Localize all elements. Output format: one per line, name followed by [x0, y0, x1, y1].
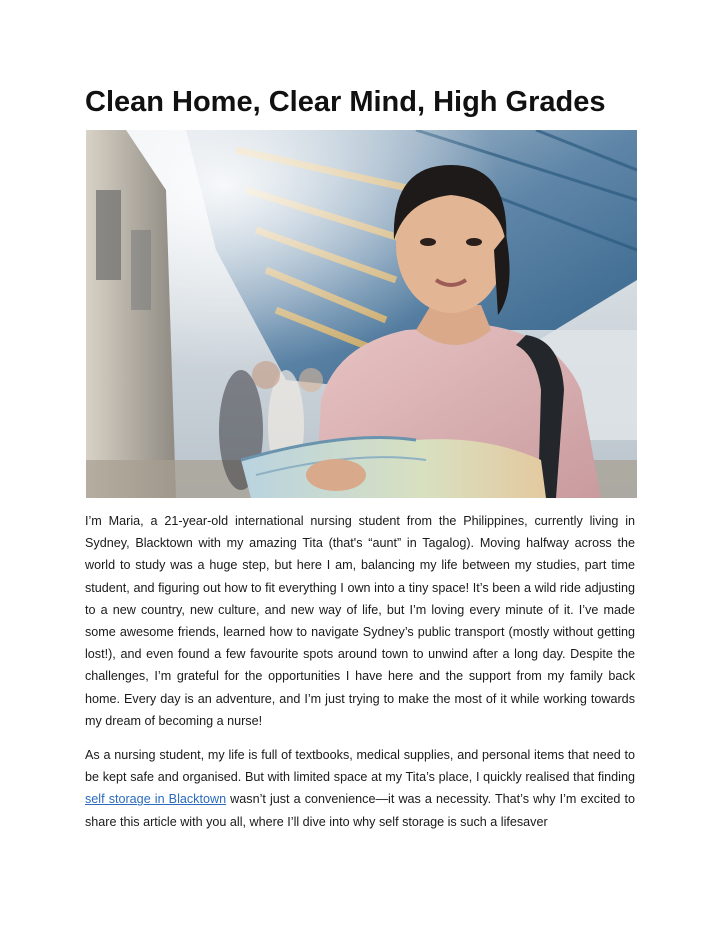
storage-paragraph-text-start: As a nursing student, my life is full of textbooks, medical supplies, and personal items that need to be kept safe and organised. But with limited space at my Tita’s place, I quickly realised that finding: [85, 748, 635, 785]
self-storage-blacktown-link[interactable]: self storage in Blacktown: [85, 792, 227, 807]
student-at-station-image: [86, 130, 637, 498]
storage-paragraph-text-end: wasn’t just a convenience—it was a necessity. That’s why I’m excited to share this article with you all, where I’ll dive into why self storage is such a lifesaver: [85, 792, 635, 829]
hero-photo: [86, 130, 637, 498]
intro-paragraph: I’m Maria, a 21-year-old international nursing student from the Philippines, currently living in Sydney, Blacktown with my amazing Tita (that's “aunt” in Tagalog). Moving halfway across the world to study was a huge step, but here I am, balancing my life between my studies, part time student, and figuring out how to fit everything I own into a tiny space! It’s been a wild ride adjusting to a new country, new culture, and new way of life, but I’m loving every minute of it. I’ve made some awesome friends, learned how to navigate Sydney’s public transport (mostly without getting lost!), and even found a few favourite spots around town to unwind after a long day. Despite the challenges, I’m grateful for the opportunities I have here and the support from my family back home. Every day is an adventure, and I’m just trying to make the most of it while working towards my dream of becoming a nurse!: [85, 514, 635, 728]
storage-paragraph: [85, 744, 635, 833]
article-title: Clean Home, Clear Mind, High Grades: [85, 86, 606, 118]
article-body: [85, 510, 635, 833]
